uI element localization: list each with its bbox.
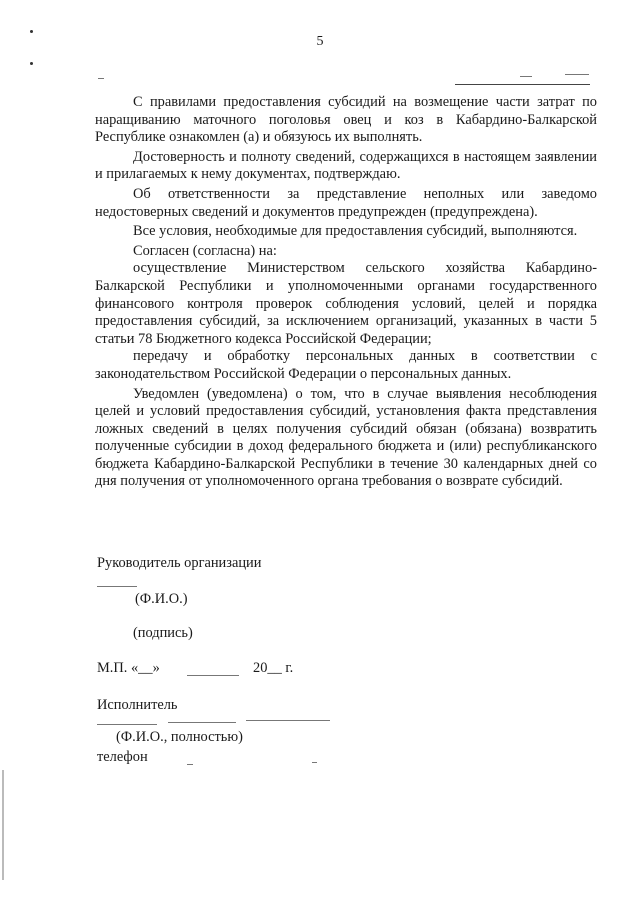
- scan-mark: [565, 74, 589, 75]
- paragraph-personal-data: передачу и обработку персональных данных в соответствии с законодательством Российской Федерации о персональных данных.: [95, 348, 597, 382]
- head-of-organization-label: Руководитель организации: [97, 555, 262, 571]
- scan-mark: [30, 62, 33, 65]
- fio-line: [97, 586, 137, 587]
- scan-mark: [520, 76, 532, 77]
- page-number: 5: [316, 34, 324, 49]
- scan-mark: [455, 84, 590, 85]
- paragraph-inspections: осуществление Министерством сельского хозяйства Кабардино-Балкарской Республики и уполномоченными органами государственного финансового контроля проверок соблюдения условий, целей и порядка предоставления субсидий, за исключением организаций, указанных в части 5 статьи 78 Бюджетного кодекса Российской Федерации;: [95, 260, 597, 347]
- scan-mark: [98, 78, 104, 79]
- paragraph-responsibility: Об ответственности за представление неполных или заведомо недостоверных сведений и документов предупрежден (предупреждена).: [95, 185, 597, 220]
- executor-name-line: [168, 722, 236, 723]
- month-line: [187, 675, 239, 676]
- scan-mark: [2, 770, 4, 880]
- document-body: [95, 94, 597, 491]
- paragraph-notification: Уведомлен (уведомлена) о том, что в случае выявления несоблюдения целей и условий предоставления субсидий, установления факта представления ложных сведений в целях получения субсидий обязан (обязана) возвратить полученные субсидии в доход федерального бюджета и (или) республиканского бюджета Кабардино-Балкарской Республики в течение 30 календарных дней со дня получения от уполномоченного органа требования о возврате субсидий.: [95, 385, 597, 490]
- fio-label: (Ф.И.О.): [135, 591, 188, 607]
- executor-name-line: [246, 720, 330, 721]
- executor-fio-label: (Ф.И.О., полностью): [116, 729, 243, 745]
- executor-name-line: [97, 724, 157, 725]
- paragraph-conditions: Все условия, необходимые для предоставления субсидий, выполняются.: [133, 223, 578, 240]
- signature-label: (подпись): [133, 625, 193, 641]
- phone-line: [312, 762, 317, 763]
- stamp-date-label: М.П. «__»: [97, 660, 160, 676]
- paragraph-consent: Согласен (согласна) на:: [133, 242, 277, 259]
- scan-mark: [30, 30, 33, 33]
- phone-line: [187, 764, 193, 765]
- phone-label: телефон: [97, 749, 148, 765]
- paragraph-rules: С правилами предоставления субсидий на возмещение части затрат по наращиванию маточного поголовья овец и коз в Кабардино-Балкарской Республике ознакомлен (а) и обязуюсь их выполнять.: [95, 94, 597, 146]
- paragraph-accuracy: Достоверность и полноту сведений, содержащихся в настоящем заявлении и прилагаемых к нему документах, подтверждаю.: [95, 148, 597, 183]
- year-label: 20__ г.: [253, 660, 294, 676]
- executor-label: Исполнитель: [97, 697, 178, 713]
